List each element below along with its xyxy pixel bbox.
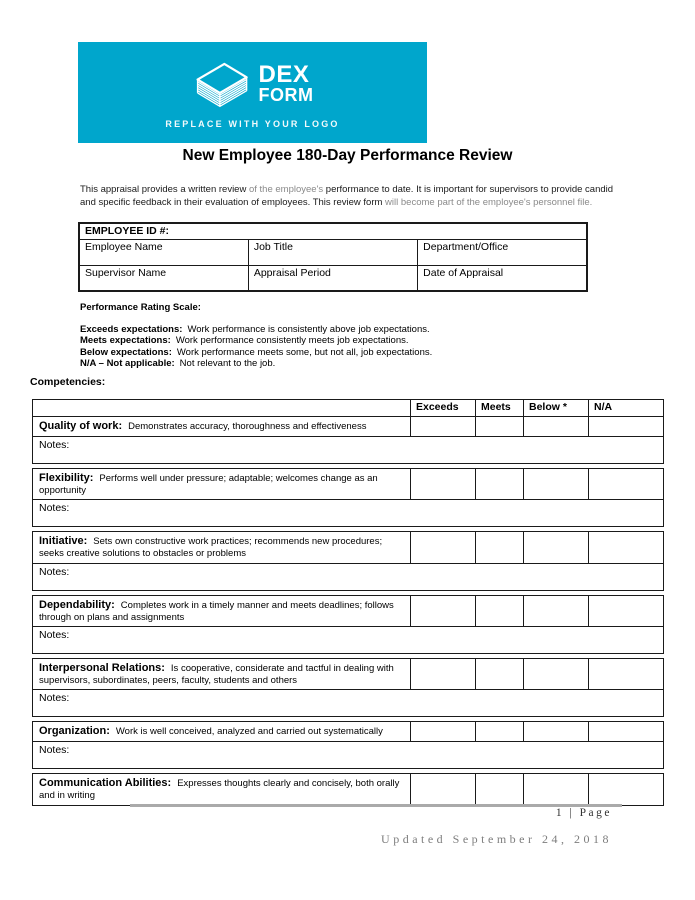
scale-text: Work performance is consistently above job expectations. (187, 323, 430, 335)
employee-name-label: Employee Name (85, 240, 163, 253)
notes-cell[interactable] (33, 742, 664, 769)
job-title-label: Job Title (253, 240, 293, 253)
appraisal-period-label: Appraisal Period (253, 266, 331, 279)
rating-cell-below[interactable] (524, 722, 589, 742)
rating-cell-below[interactable] (524, 595, 589, 626)
competency-block-communication (32, 773, 664, 805)
competency-cell (33, 774, 411, 805)
rating-cell-exceeds[interactable] (411, 774, 476, 805)
department-cell[interactable] (418, 239, 587, 265)
competency-cell (33, 417, 411, 437)
logo-word-form: FORM (258, 84, 314, 105)
header-empty-cell (33, 400, 411, 417)
competency-block-organization (32, 721, 664, 769)
header-meets: Meets (476, 400, 524, 417)
employee-info-table (78, 222, 588, 292)
competency-label: Dependability: (39, 598, 115, 611)
intro-seg4: will become part of the employee's personnel file. (385, 196, 593, 208)
competency-label: Flexibility: (39, 472, 94, 484)
supervisor-name-cell[interactable] (79, 265, 248, 291)
header-below: Below * (524, 400, 589, 417)
rating-cell-na[interactable] (589, 658, 664, 689)
notes-label: Notes: (39, 502, 70, 515)
competency-description: Performs well under pressure; adaptable; welcomes change as an opportunity (39, 473, 378, 497)
scale-item-below (80, 347, 432, 359)
rating-scale-heading: Performance Rating Scale: (80, 302, 201, 313)
rating-cell-na[interactable] (589, 722, 664, 742)
department-label: Department/Office (423, 240, 509, 253)
logo-row (192, 56, 314, 112)
rating-cell-na[interactable] (589, 532, 664, 563)
notes-label: Notes: (39, 628, 70, 641)
notes-label: Notes: (39, 439, 70, 451)
competency-cell (33, 595, 411, 626)
rating-cell-exceeds[interactable] (411, 532, 476, 563)
scale-label: Below expectations: (80, 346, 172, 358)
logo-caption: REPLACE WITH YOUR LOGO (165, 119, 340, 129)
competency-label: Communication Abilities: (39, 777, 172, 790)
competencies-heading: Competencies: (30, 376, 106, 388)
employee-id-cell[interactable] (79, 223, 587, 239)
competency-description: Expresses thoughts clearly and concisely, both orally and in writing (39, 778, 400, 802)
notes-label: Notes: (39, 744, 70, 757)
notes-cell[interactable] (33, 563, 664, 590)
competency-description: Completes work in a timely manner and meets deadlines; follows through on plans and assignments (39, 599, 394, 623)
competency-label: Quality of work: (39, 420, 123, 432)
rating-cell-exceeds[interactable] (411, 658, 476, 689)
rating-cell-exceeds[interactable] (411, 595, 476, 626)
date-of-appraisal-label: Date of Appraisal (423, 266, 504, 279)
competency-description: Sets own constructive work practices; recommends new procedures; seeks creative solutions to obstacles or problems (39, 536, 383, 560)
employee-name-cell[interactable] (79, 239, 248, 265)
rating-cell-na[interactable] (589, 417, 664, 437)
competency-block-flexibility (32, 468, 664, 527)
rating-cell-below[interactable] (524, 658, 589, 689)
rating-scale-section (80, 302, 432, 370)
competency-block-dependability (32, 595, 664, 654)
paper-stack-icon (192, 56, 250, 112)
intro-paragraph (80, 184, 623, 209)
competency-cell (33, 469, 411, 500)
notes-label: Notes: (39, 692, 70, 705)
logo-banner (78, 42, 427, 143)
scale-item-na (80, 358, 432, 370)
competency-label: Organization: (39, 725, 110, 738)
rating-cell-exceeds[interactable] (411, 469, 476, 500)
scale-item-meets (80, 335, 432, 347)
supervisor-name-label: Supervisor Name (85, 266, 167, 279)
competency-cell (33, 722, 411, 742)
competency-description: Is cooperative, considerate and tactful in dealing with supervisors, subordinates, peers, faculty, students and others (39, 662, 394, 687)
appraisal-period-cell[interactable] (248, 265, 417, 291)
rating-cell-meets[interactable] (476, 722, 524, 742)
rating-cell-below[interactable] (524, 417, 589, 437)
rating-cell-meets[interactable] (476, 417, 524, 437)
page-title: New Employee 180-Day Performance Review (182, 147, 513, 164)
logo-word-dex: DEX (258, 61, 310, 89)
rating-cell-na[interactable] (589, 774, 664, 805)
rating-cell-below[interactable] (524, 469, 589, 500)
logo-wordmark (258, 61, 314, 105)
competencies-section (32, 399, 663, 810)
scale-item-exceeds (80, 324, 432, 336)
rating-cell-below[interactable] (524, 774, 589, 805)
scale-label: N/A – Not applicable: (80, 358, 175, 370)
competency-label: Initiative: (39, 535, 88, 548)
rating-cell-meets[interactable] (476, 469, 524, 500)
rating-cell-meets[interactable] (476, 532, 524, 563)
intro-seg2: of the employee's (248, 184, 326, 195)
rating-cell-na[interactable] (589, 595, 664, 626)
scale-label: Meets expectations: (80, 335, 171, 347)
competency-label: Interpersonal Relations: (39, 661, 165, 674)
updated-date: Updated September 24, 2018 (381, 832, 612, 846)
intro-seg3: performance to date. It is important for supervisors to provide candid and specific feedback in their evaluation of employees. This review form (80, 184, 614, 208)
competency-cell (33, 658, 411, 689)
notes-cell[interactable] (33, 437, 664, 464)
rating-cell-exceeds[interactable] (411, 417, 476, 437)
scale-text: Work performance meets some, but not all, job expectations. (176, 346, 433, 358)
competency-description: Work is well conceived, analyzed and carried out systematically (115, 726, 383, 738)
scale-text: Not relevant to the job. (179, 358, 276, 370)
date-of-appraisal-cell[interactable] (418, 265, 587, 291)
competency-block-interpersonal (32, 658, 664, 717)
rating-cell-exceeds[interactable] (411, 722, 476, 742)
notes-cell[interactable] (33, 626, 664, 653)
notes-cell[interactable] (33, 690, 664, 717)
page-number: 1 | Page (555, 807, 612, 819)
header-exceeds: Exceeds (411, 400, 476, 417)
rating-cell-meets[interactable] (476, 595, 524, 626)
scale-label: Exceeds expectations: (80, 323, 183, 335)
competency-description: Demonstrates accuracy, thoroughness and effectiveness (128, 421, 367, 432)
competency-cell (33, 532, 411, 563)
header-na: N/A (589, 400, 664, 417)
employee-id-label: EMPLOYEE ID #: (85, 225, 170, 237)
competency-block-initiative (32, 531, 664, 590)
rating-cell-meets[interactable] (476, 774, 524, 805)
rating-cell-meets[interactable] (476, 658, 524, 689)
notes-label: Notes: (39, 565, 70, 578)
rating-cell-below[interactable] (524, 532, 589, 563)
notes-cell[interactable] (33, 500, 664, 527)
competency-block-quality (32, 399, 664, 464)
scale-text: Work performance consistently meets job expectations. (175, 335, 409, 347)
rating-cell-na[interactable] (589, 469, 664, 500)
intro-seg1: This appraisal provides a written review (80, 184, 249, 195)
job-title-cell[interactable] (248, 239, 417, 265)
